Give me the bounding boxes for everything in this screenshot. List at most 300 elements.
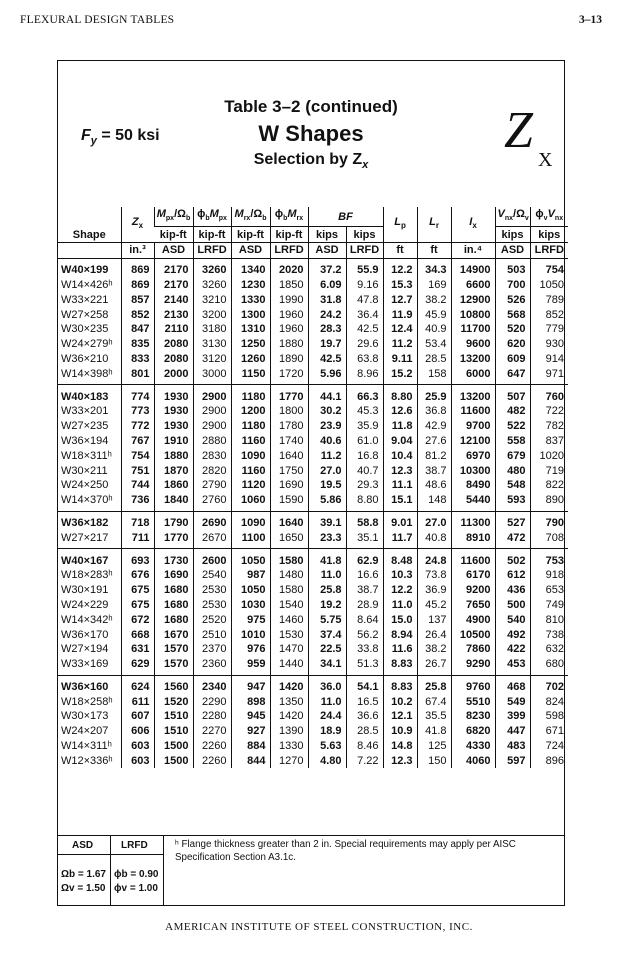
value-cell: 38.7 <box>417 463 451 478</box>
table-row <box>58 642 568 657</box>
value-cell: 4.80 <box>308 753 346 768</box>
value-cell: 1740 <box>270 434 308 449</box>
value-cell: 722 <box>530 404 568 419</box>
shape-cell: W12×336ʰ <box>61 754 113 767</box>
value-cell: 5.86 <box>308 493 346 511</box>
value-cell: 719 <box>530 463 568 478</box>
value-cell: 6.09 <box>308 278 346 293</box>
value-cell: 5.96 <box>308 366 346 384</box>
value-cell: 13200 <box>451 352 495 367</box>
unit-cell <box>58 242 121 258</box>
value-cell: 1180 <box>231 385 270 404</box>
value-cell: 10300 <box>451 463 495 478</box>
value-cell: 1840 <box>154 493 193 511</box>
value-cell: 2140 <box>154 292 193 307</box>
value-cell: 16.5 <box>346 694 383 709</box>
shape-cell: W33×169 <box>58 657 121 675</box>
shape-cell: W27×217 <box>58 530 121 548</box>
value-cell: 1060 <box>231 493 270 511</box>
value-cell: 500 <box>495 598 530 613</box>
value-cell: 6170 <box>451 568 495 583</box>
unit-cell: kips <box>346 227 383 243</box>
value-cell: 2260 <box>193 753 231 768</box>
value-cell: 8.83 <box>383 657 417 675</box>
col-shape: Shape <box>58 207 121 242</box>
col-mrx-asd: $M_{rx}/\Omega_b$ <box>231 207 270 227</box>
unit-cell: kips <box>530 227 568 243</box>
value-cell: 40.6 <box>308 434 346 449</box>
value-cell: 148 <box>417 493 451 511</box>
value-cell: 1330 <box>231 292 270 307</box>
value-cell: 930 <box>530 337 568 352</box>
unit-cell: ASD <box>495 242 530 258</box>
value-cell: 12.6 <box>383 404 417 419</box>
table-row <box>58 307 568 322</box>
value-cell: 1930 <box>154 385 193 404</box>
table-row <box>58 337 568 352</box>
value-cell: 67.4 <box>417 694 451 709</box>
value-cell: 8.80 <box>346 493 383 511</box>
value-cell: 24.8 <box>417 549 451 568</box>
value-cell: 34.3 <box>417 258 451 277</box>
shape-cell: W27×258 <box>61 308 109 321</box>
value-cell: 774 <box>121 385 154 404</box>
value-cell: 8.94 <box>383 627 417 642</box>
value-cell: 1050 <box>530 278 568 293</box>
value-cell: 9.16 <box>346 278 383 293</box>
value-cell: 42.5 <box>308 352 346 367</box>
value-cell: 1200 <box>231 404 270 419</box>
value-cell: 11300 <box>451 511 495 530</box>
shape-cell: W24×229 <box>61 598 109 611</box>
value-cell: 2170 <box>154 258 193 277</box>
value-cell: 5510 <box>451 694 495 709</box>
value-cell: 668 <box>121 627 154 642</box>
value-cell: 4330 <box>451 739 495 754</box>
value-cell: 16.6 <box>346 568 383 583</box>
value-cell: 45.9 <box>417 307 451 322</box>
shape-cell: W14×370ʰ <box>58 493 121 511</box>
value-cell: 11.2 <box>383 337 417 352</box>
value-cell: 801 <box>121 366 154 384</box>
value-cell: 62.9 <box>346 549 383 568</box>
unit-cell: in.⁴ <box>451 242 495 258</box>
value-cell: 9290 <box>451 657 495 675</box>
value-cell: 607 <box>121 709 154 724</box>
shape-cell: W18×311ʰ <box>61 449 112 462</box>
value-cell: 11.0 <box>383 598 417 613</box>
value-cell: 612 <box>495 568 530 583</box>
value-cell: 606 <box>121 724 154 739</box>
value-cell: 9760 <box>451 675 495 694</box>
value-cell: 835 <box>121 337 154 352</box>
shape-cell: W24×207 <box>61 725 109 738</box>
value-cell: 56.2 <box>346 627 383 642</box>
value-cell: 8.83 <box>383 675 417 694</box>
value-cell: 24.4 <box>308 709 346 724</box>
unit-cell: ASD <box>231 242 270 258</box>
table-row <box>58 675 568 694</box>
table-row <box>58 657 568 675</box>
value-cell: 1010 <box>231 627 270 642</box>
value-cell: 782 <box>530 419 568 434</box>
unit-cell: LRFD <box>193 242 231 258</box>
value-cell: 11.7 <box>383 530 417 548</box>
value-cell: 23.9 <box>308 419 346 434</box>
shape-cell: W18×258ʰ <box>61 695 113 708</box>
value-cell: 869 <box>121 258 154 277</box>
value-cell: 29.3 <box>346 478 383 493</box>
value-cell: 11.0 <box>308 568 346 583</box>
section-modulus-subscript: X <box>538 149 553 171</box>
value-cell: 10.4 <box>383 448 417 463</box>
value-cell: 27.0 <box>417 511 451 530</box>
value-cell: 857 <box>121 292 154 307</box>
shape-cell: W36×210 <box>61 352 109 365</box>
value-cell: 5.63 <box>308 739 346 754</box>
shape-cell: W27×194 <box>61 643 109 656</box>
col-mrx-lrfd: $\phi_bM_{rx}$ <box>270 207 308 227</box>
value-cell: 675 <box>121 583 154 598</box>
value-cell: 1910 <box>154 434 193 449</box>
value-cell: 1640 <box>270 448 308 463</box>
value-cell: 13200 <box>451 385 495 404</box>
selection-table <box>58 207 564 768</box>
value-cell: 5.75 <box>308 612 346 627</box>
value-cell: 548 <box>495 478 530 493</box>
footnote: ʰ Flange thickness greater than 2 in. Special requirements may apply per AISC Specification Section A3.1c. <box>175 839 516 863</box>
table-row <box>58 448 568 463</box>
value-cell: 1930 <box>154 419 193 434</box>
unit-cell: LRFD <box>530 242 568 258</box>
value-cell: 483 <box>495 739 530 754</box>
value-cell: 1180 <box>231 419 270 434</box>
table-title: Table 3–2 (continued) <box>224 97 398 116</box>
table-row <box>58 753 568 768</box>
value-cell: 61.0 <box>346 434 383 449</box>
shape-cell: W14×342ʰ <box>61 613 113 626</box>
value-cell: 1090 <box>231 511 270 530</box>
value-cell: 11600 <box>451 404 495 419</box>
value-cell: 890 <box>530 493 568 511</box>
value-cell: 27.0 <box>308 463 346 478</box>
value-cell: 1440 <box>270 657 308 675</box>
shape-cell: W30×191 <box>61 584 109 597</box>
value-cell: 724 <box>530 739 568 754</box>
value-cell: 9600 <box>451 337 495 352</box>
value-cell: 63.8 <box>346 352 383 367</box>
value-cell: 2530 <box>193 598 231 613</box>
unit-cell: ft <box>417 242 451 258</box>
value-cell: 1690 <box>270 478 308 493</box>
value-cell: 744 <box>121 478 154 493</box>
value-cell: 25.9 <box>417 385 451 404</box>
unit-cell: kips <box>308 227 346 243</box>
value-cell: 6820 <box>451 724 495 739</box>
table-row <box>58 278 568 293</box>
col-mpx-lrfd: $\phi_bM_{px}$ <box>193 207 231 227</box>
value-cell: 711 <box>121 530 154 548</box>
value-cell: 1680 <box>154 583 193 598</box>
value-cell: 2520 <box>193 612 231 627</box>
value-cell: 918 <box>530 568 568 583</box>
value-cell: 73.8 <box>417 568 451 583</box>
value-cell: 1150 <box>231 366 270 384</box>
table-row <box>58 694 568 709</box>
footer-rule <box>58 835 564 836</box>
value-cell: 29.6 <box>346 337 383 352</box>
value-cell: 10.2 <box>383 694 417 709</box>
value-cell: 3260 <box>193 258 231 277</box>
value-cell: 11.2 <box>308 448 346 463</box>
value-cell: 12.4 <box>383 322 417 337</box>
value-cell: 754 <box>121 448 154 463</box>
value-cell: 2510 <box>193 627 231 642</box>
value-cell: 1650 <box>270 530 308 548</box>
value-cell: 27.6 <box>417 434 451 449</box>
footer-divider <box>110 835 111 905</box>
value-cell: 2170 <box>154 278 193 293</box>
value-cell: 507 <box>495 385 530 404</box>
table-row <box>58 366 568 384</box>
shape-cell: W30×235 <box>61 323 109 336</box>
value-cell: 632 <box>530 642 568 657</box>
value-cell: 422 <box>495 642 530 657</box>
shape-cell: W14×426ʰ <box>61 278 113 291</box>
value-cell: 492 <box>495 627 530 642</box>
shape-cell: W30×211 <box>61 464 108 477</box>
value-cell: 675 <box>121 598 154 613</box>
value-cell: 2880 <box>193 434 231 449</box>
value-cell: 8.64 <box>346 612 383 627</box>
value-cell: 48.6 <box>417 478 451 493</box>
value-cell: 2900 <box>193 385 231 404</box>
value-cell: 1500 <box>154 739 193 754</box>
value-cell: 1930 <box>154 404 193 419</box>
value-cell: 51.3 <box>346 657 383 675</box>
value-cell: 2360 <box>193 657 231 675</box>
table-row <box>58 530 568 548</box>
value-cell: 36.4 <box>346 307 383 322</box>
value-cell: 14.8 <box>383 739 417 754</box>
value-cell: 603 <box>121 753 154 768</box>
shape-cell: W24×279ʰ <box>61 338 113 351</box>
col-ix: $I_x$ <box>451 207 495 242</box>
value-cell: 19.7 <box>308 337 346 352</box>
unit-cell: kip-ft <box>154 227 193 243</box>
col-mpx-asd: $M_{px}/\Omega_b$ <box>154 207 193 227</box>
value-cell: 1020 <box>530 448 568 463</box>
value-cell: 629 <box>121 657 154 675</box>
value-cell: 1460 <box>270 612 308 627</box>
value-cell: 975 <box>231 612 270 627</box>
value-cell: 45.3 <box>346 404 383 419</box>
value-cell: 2000 <box>154 366 193 384</box>
value-cell: 15.0 <box>383 612 417 627</box>
table-row <box>58 322 568 337</box>
value-cell: 10.9 <box>383 724 417 739</box>
shape-cell: W18×283ʰ <box>61 569 113 582</box>
value-cell: 44.1 <box>308 385 346 404</box>
value-cell: 36.8 <box>417 404 451 419</box>
value-cell: 42.5 <box>346 322 383 337</box>
value-cell: 779 <box>530 322 568 337</box>
value-cell: 31.8 <box>308 292 346 307</box>
value-cell: 773 <box>121 404 154 419</box>
value-cell: 671 <box>530 724 568 739</box>
value-cell: 598 <box>530 709 568 724</box>
shape-cell: W40×183 <box>61 390 109 403</box>
value-cell: 736 <box>121 493 154 511</box>
value-cell: 2900 <box>193 419 231 434</box>
value-cell: 1570 <box>154 657 193 675</box>
table-row <box>58 385 568 404</box>
unit-cell: ft <box>383 242 417 258</box>
value-cell: 81.2 <box>417 448 451 463</box>
value-cell: 11.0 <box>308 694 346 709</box>
value-cell: 593 <box>495 493 530 511</box>
value-cell: 1310 <box>231 322 270 337</box>
value-cell: 453 <box>495 657 530 675</box>
value-cell: 6970 <box>451 448 495 463</box>
value-cell: 1390 <box>270 724 308 739</box>
value-cell: 653 <box>530 583 568 598</box>
value-cell: 5440 <box>451 493 495 511</box>
value-cell: 28.5 <box>346 724 383 739</box>
value-cell: 1580 <box>270 549 308 568</box>
phi-b: ϕb = 0.90 <box>114 869 159 880</box>
value-cell: 2690 <box>193 511 231 530</box>
value-cell: 2530 <box>193 583 231 598</box>
value-cell: 41.8 <box>308 549 346 568</box>
section-modulus-symbol: Z <box>504 102 533 159</box>
shape-cell: W14×398ʰ <box>58 366 121 384</box>
unit-cell: kip-ft <box>193 227 231 243</box>
value-cell: 12100 <box>451 434 495 449</box>
value-cell: 624 <box>121 675 154 694</box>
table-row <box>58 549 568 568</box>
value-cell: 2370 <box>193 642 231 657</box>
value-cell: 39.1 <box>308 511 346 530</box>
col-lr: $L_r$ <box>417 207 451 242</box>
value-cell: 1960 <box>270 322 308 337</box>
value-cell: 35.1 <box>346 530 383 548</box>
value-cell: 482 <box>495 404 530 419</box>
value-cell: 1750 <box>270 463 308 478</box>
unit-cell: in.³ <box>121 242 154 258</box>
value-cell: 760 <box>530 385 568 404</box>
value-cell: 680 <box>530 657 568 675</box>
value-cell: 1340 <box>231 258 270 277</box>
value-cell: 10.3 <box>383 568 417 583</box>
value-cell: 7860 <box>451 642 495 657</box>
value-cell: 1690 <box>154 568 193 583</box>
value-cell: 1160 <box>231 463 270 478</box>
shape-cell: W36×160 <box>61 680 109 693</box>
value-cell: 1990 <box>270 292 308 307</box>
value-cell: 37.2 <box>308 258 346 277</box>
value-cell: 169 <box>417 278 451 293</box>
value-cell: 1850 <box>270 278 308 293</box>
value-cell: 927 <box>231 724 270 739</box>
value-cell: 1160 <box>231 434 270 449</box>
value-cell: 1770 <box>270 385 308 404</box>
value-cell: 1030 <box>231 598 270 613</box>
value-cell: 844 <box>231 753 270 768</box>
value-cell: 9.01 <box>383 511 417 530</box>
value-cell: 1050 <box>231 583 270 598</box>
value-cell: 754 <box>530 258 568 277</box>
value-cell: 53.4 <box>417 337 451 352</box>
value-cell: 36.6 <box>346 709 383 724</box>
value-cell: 472 <box>495 530 530 548</box>
table-row <box>58 434 568 449</box>
value-cell: 42.9 <box>417 419 451 434</box>
shape-cell: W33×201 <box>61 405 109 418</box>
value-cell: 2760 <box>193 493 231 511</box>
shape-cell: W24×250 <box>61 479 109 492</box>
value-cell: 522 <box>495 419 530 434</box>
value-cell: 2600 <box>193 549 231 568</box>
value-cell: 620 <box>495 337 530 352</box>
value-cell: 1800 <box>270 404 308 419</box>
value-cell: 55.9 <box>346 258 383 277</box>
value-cell: 18.9 <box>308 724 346 739</box>
value-cell: 23.3 <box>308 530 346 548</box>
value-cell: 3200 <box>193 307 231 322</box>
value-cell: 35.9 <box>346 419 383 434</box>
value-cell: 26.4 <box>417 627 451 642</box>
shape-cell: W36×194 <box>61 434 109 447</box>
value-cell: 8910 <box>451 530 495 548</box>
value-cell: 1790 <box>154 511 193 530</box>
value-cell: 26.7 <box>417 657 451 675</box>
value-cell: 1680 <box>154 598 193 613</box>
table-row <box>58 627 568 642</box>
value-cell: 1540 <box>270 598 308 613</box>
header-row-method <box>58 242 568 258</box>
shape-cell: W36×182 <box>61 516 109 529</box>
value-cell: 24.2 <box>308 307 346 322</box>
unit-cell: ASD <box>154 242 193 258</box>
table-row <box>58 404 568 419</box>
value-cell: 1330 <box>270 739 308 754</box>
value-cell: 1720 <box>270 366 308 384</box>
value-cell: 767 <box>121 434 154 449</box>
col-zx: $Z_x$ <box>121 207 154 242</box>
value-cell: 41.8 <box>417 724 451 739</box>
table-row <box>58 724 568 739</box>
col-lp: $L_p$ <box>383 207 417 242</box>
shape-cell: W33×221 <box>61 293 109 306</box>
value-cell: 66.3 <box>346 385 383 404</box>
value-cell: 3180 <box>193 322 231 337</box>
table-row <box>58 292 568 307</box>
value-cell: 137 <box>417 612 451 627</box>
value-cell: 896 <box>530 753 568 768</box>
value-cell: 436 <box>495 583 530 598</box>
value-cell: 959 <box>231 657 270 675</box>
value-cell: 8230 <box>451 709 495 724</box>
value-cell: 2110 <box>154 322 193 337</box>
value-cell: 568 <box>495 307 530 322</box>
selection-title: Selection by $Z_x$ <box>253 151 369 172</box>
value-cell: 549 <box>495 694 530 709</box>
value-cell: 1260 <box>231 352 270 367</box>
value-cell: 2540 <box>193 568 231 583</box>
value-cell: 12.3 <box>383 753 417 768</box>
value-cell: 7650 <box>451 598 495 613</box>
